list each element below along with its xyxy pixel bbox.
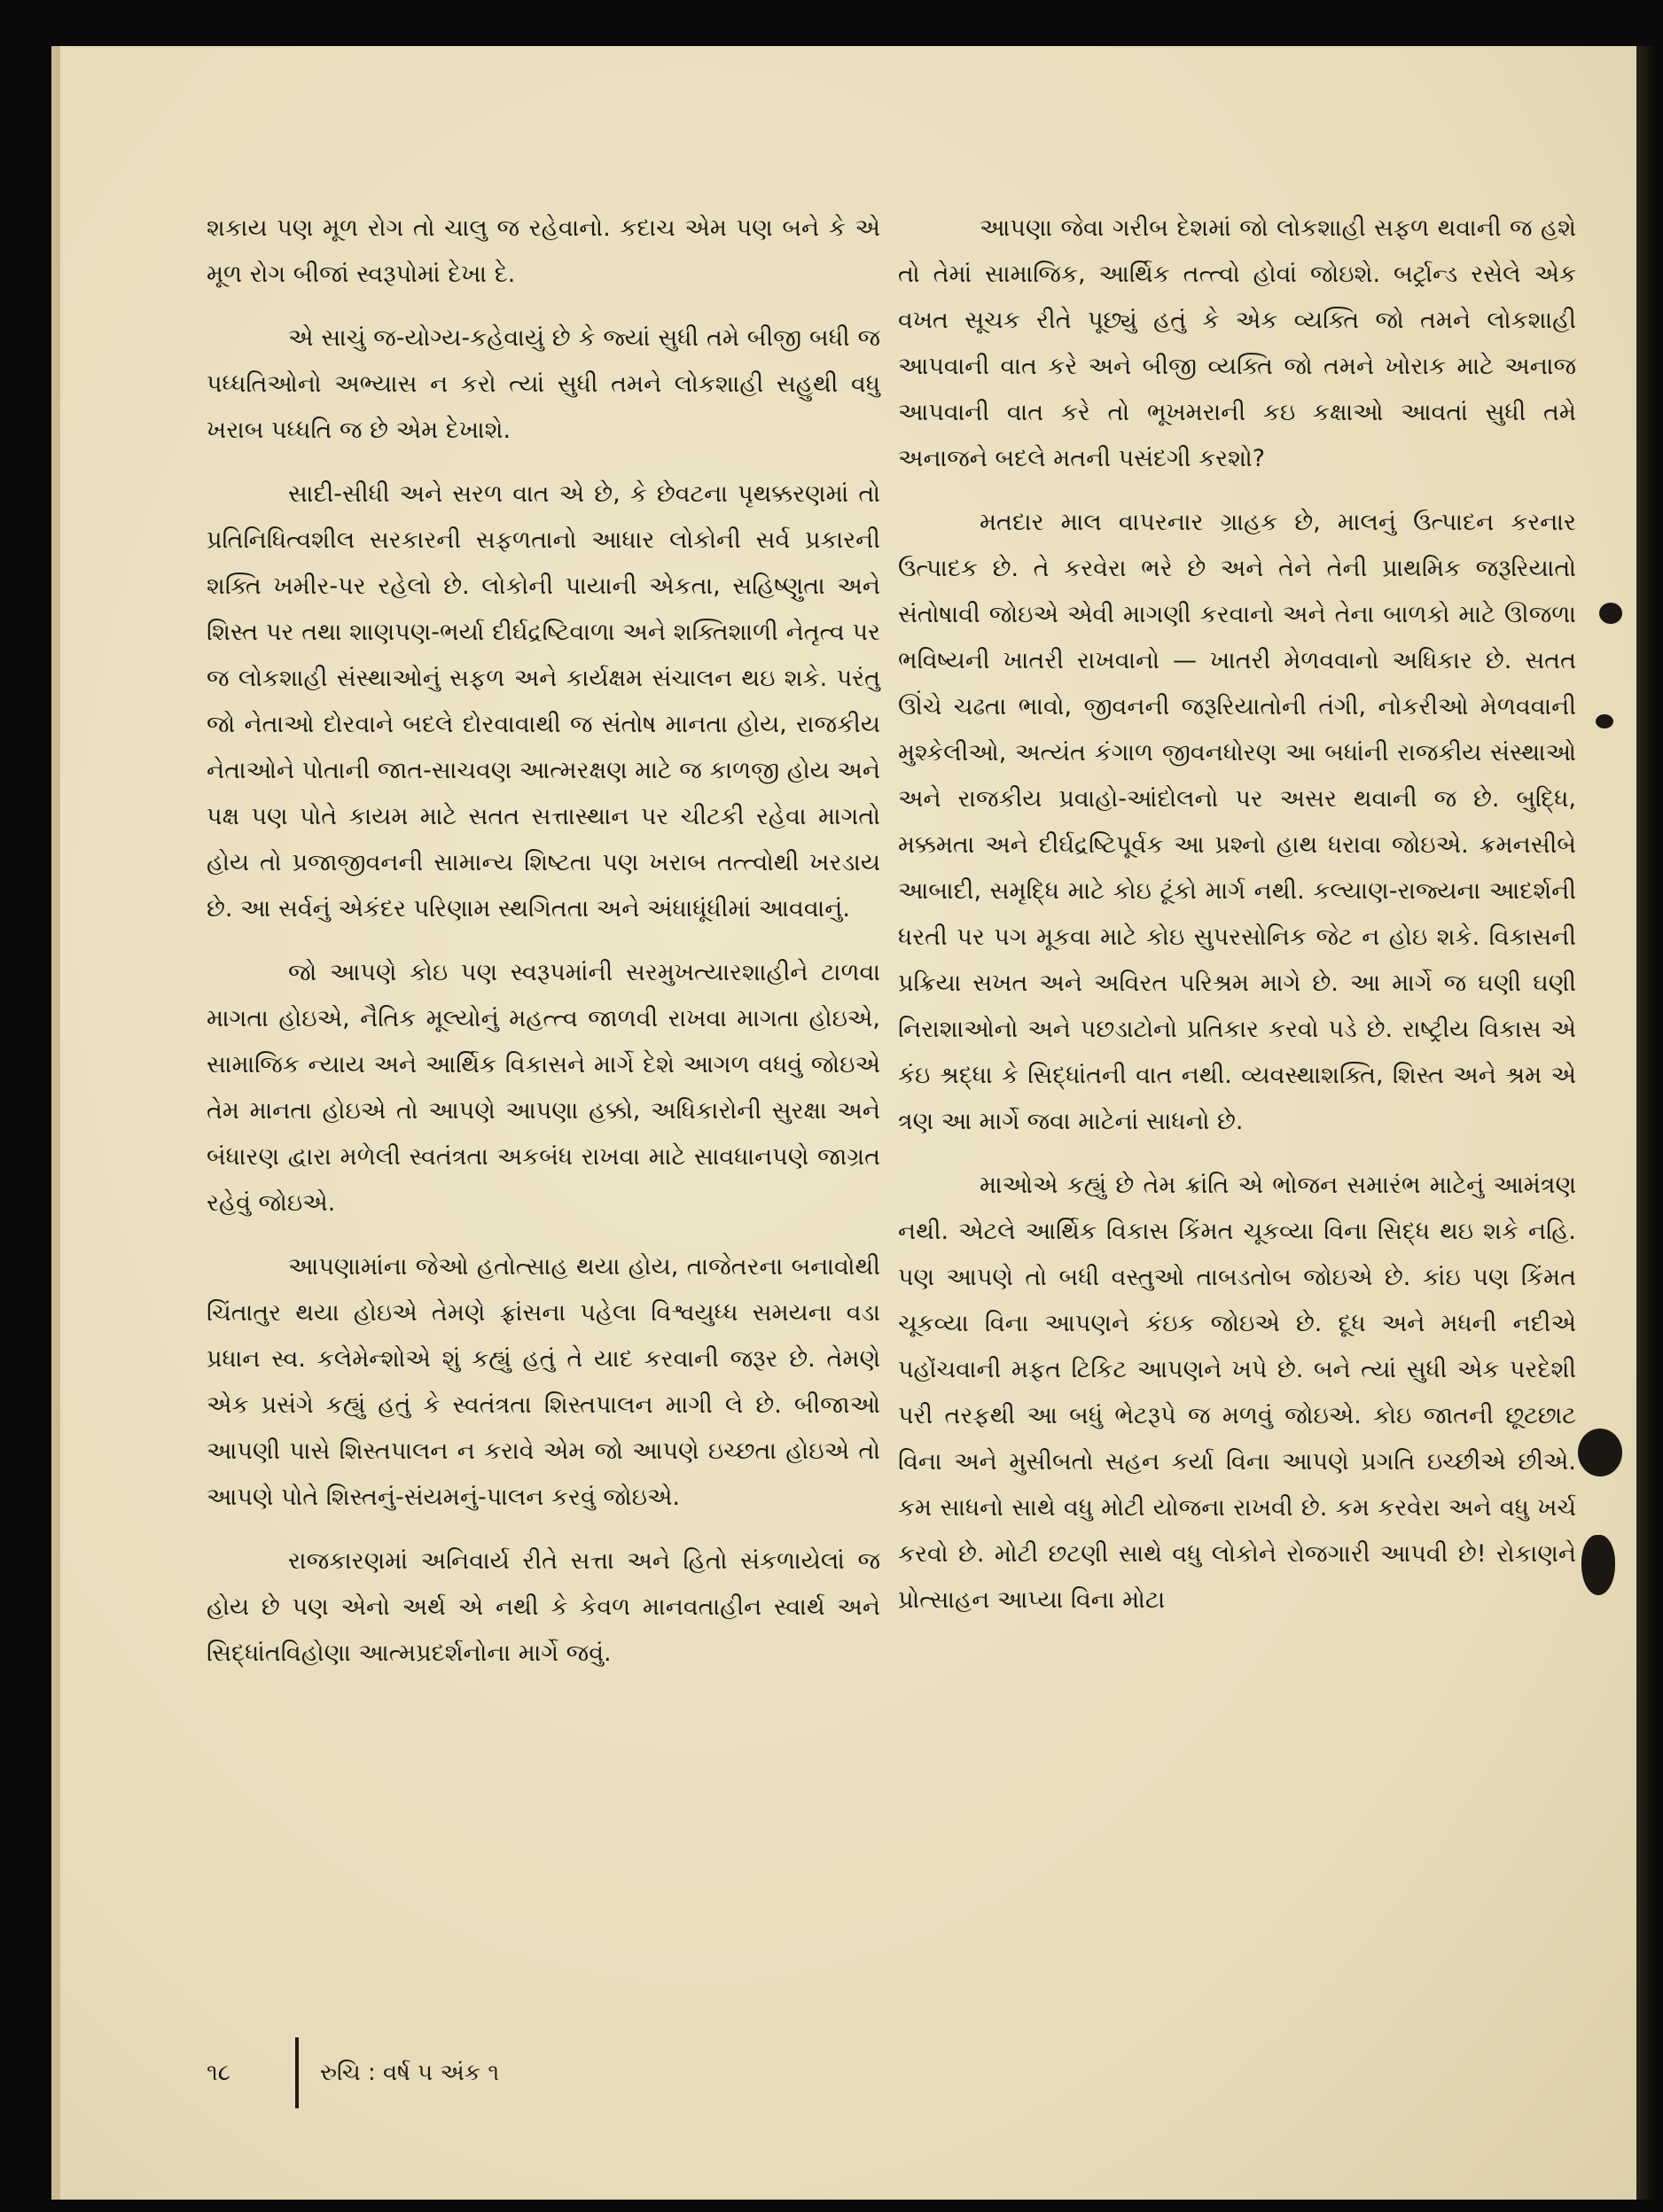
paragraph: આપણામાંના જેઓ હતોત્સાહ થયા હોય, તાજેતરના બનાવોથી ચિંતાતુર થયા હોઇએ તેમણે ફ્રાંસના પહેલા વિશ્વયુધ્ધ સમયના વડા પ્રધાન સ્વ. કલેમેન્શોએ શું કહ્યું હતું તે યાદ કરવાની જરૂર છે. તેમણે એક પ્રસંગે કહ્યું હતું કે સ્વતંત્રતા શિસ્તપાલન માગી લે છે. બીજાઓ આપણી પાસે શિસ્તપાલન ન કરાવે એમ જો આપણે ઇચ્છતા હોઇએ તો આપણે પોતે શિસ્તનું-સંયમનું-પાલન કરવું જોઇએ. — [207, 1253, 880, 1511]
paragraph: જો આપણે કોઇ પણ સ્વરૂપમાંની સરમુખત્યારશાહીને ટાળવા માગતા હોઇએ, નૈતિક મૂલ્યોનું મહત્ત્વ જાળવી રાખવા માગતા હોઇએ, સામાજિક ન્યાય અને આર્થિક વિકાસને માર્ગે દેશે આગળ વધવું જોઇએ તેમ માનતા હોઇએ તો આપણે આપણા હક્કો, અધિકારોની સુરક્ષા અને બંધારણ દ્વારા મળેલી સ્વતંત્રતા અકબંધ રાખવા માટે સાવધાનપણે જાગ્રત રહેવું જોઇએ. — [207, 959, 880, 1217]
paragraph: મતદાર માલ વાપરનાર ગ્રાહક છે, માલનું ઉત્પાદન કરનાર ઉત્પાદક છે. તે કરવેરા ભરે છે અને તેને તેની પ્રાથમિક જરૂરિયાતો સંતોષાવી જોઇએ એવી માગણી કરવાનો અને તેના બાળકો માટે ઊજળા ભવિષ્યની ખાતરી રાખવાનો — ખાતરી મેળવવાનો અધિકાર છે. સતત ઊંચે ચઢતા ભાવો, જીવનની જરૂરિયાતોની તંગી, નોકરીઓ મેળવવાની મુશ્કેલીઓ, અત્યંત કંગાળ જીવનધોરણ આ બધાંની રાજકીય સંસ્થાઓ અને રાજકીય પ્રવાહો-આંદોલનો પર અસર થવાની જ છે. બુદ્ધિ, મક્કમતા અને દીર્ઘદ્રષ્ટિપૂર્વક આ પ્રશ્નો હાથ ધરાવા જોઇએ. ક્રમનસીબે આબાદી, સમૃદ્ધિ માટે કોઇ ટૂંકો માર્ગ નથી. કલ્યાણ-રાજ્યના આદર્શની ધરતી પર પગ મૂકવા માટે કોઇ સુપરસોનિક જેટ ન હોઇ શકે. વિકાસની પ્રક્રિયા સખત અને અવિરત પરિશ્રમ માગે છે. આ માર્ગે જ ઘણી ઘણી નિરાશાઓનો અને પછડાટોનો પ્રતિકાર કરવો પડે છે. રાષ્ટ્રીય વિકાસ એ કંઇ શ્રદ્ધા કે સિદ્ધાંતની વાત નથી. વ્યવસ્થાશક્તિ, શિસ્ત અને શ્રમ એ ત્રણ આ માર્ગે જવા માટેનાં સાધનો છે. — [898, 509, 1576, 1135]
right-column — [898, 206, 1576, 1641]
book-spine-shadow — [1636, 46, 1654, 2200]
paragraph: રાજકારણમાં અનિવાર્ય રીતે સત્તા અને હિતો સંકળાયેલાં જ હોય છે પણ એનો અર્થ એ નથી કે કેવળ માનવતાહીન સ્વાર્થ અને સિદ્ધાંતવિહોણા આત્મપ્રદર્શનોના માર્ગે જવું. — [207, 1547, 880, 1667]
paragraph: શકાય પણ મૂળ રોગ તો ચાલુ જ રહેવાનો. કદાચ એમ પણ બને કે એ મૂળ રોગ બીજાં સ્વરૂપોમાં દેખા દે. — [207, 214, 880, 288]
footer-divider — [295, 2037, 299, 2108]
ink-stain — [1596, 714, 1613, 728]
paragraph: એ સાચું જ-યોગ્ય-કહેવાયું છે કે જ્યાં સુધી તમે બીજી બધી જ પધ્ધતિઓનો અભ્યાસ ન કરો ત્યાં સુધી તમને લોકશાહી સહુથી વધુ ખરાબ પધ્ધતિ જ છે એમ દેખાશે. — [207, 324, 880, 444]
paragraph: સાદી-સીધી અને સરળ વાત એ છે, કે છેવટના પૃથક્કરણમાં તો પ્રતિનિધિત્વશીલ સરકારની સફળતાનો આધાર લોકોની સર્વ પ્રકારની શક્તિ ખમીર-પર રહેલો છે. લોકોની પાયાની એકતા, સહિષ્ણુતા અને શિસ્ત પર તથા શાણપણ-ભર્યા દીર્ઘદ્રષ્ટિવાળા અને શક્તિશાળી નેતૃત્વ પર જ લોકશાહી સંસ્થાઓનું સફળ અને કાર્યક્ષમ સંચાલન થઇ શકે. પરંતુ જો નેતાઓ દોરવાને બદલે દોરવાવાથી જ સંતોષ માનતા હોય, રાજકીય નેતાઓને પોતાની જાત-સાચવણ આત્મરક્ષણ માટે જ કાળજી હોય અને પક્ષ પણ પોતે કાયમ માટે સતત સત્તાસ્થાન પર ચીટકી રહેવા માગતો હોય તો પ્રજાજીવનની સામાન્ય શિષ્ટતા પણ ખરાબ તત્ત્વોથી ખરડાય છે. આ સર્વનું એકંદર પરિણામ સ્થગિતતા અને અંધાધૂંધીમાં આવવાનું. — [207, 480, 880, 923]
magazine-page — [51, 46, 1647, 2200]
ink-stain — [1599, 603, 1622, 624]
page-number: ૧૮ — [207, 2059, 231, 2086]
magazine-issue: રુચિ : વર્ષ ૫ અંક ૧ — [320, 2059, 500, 2086]
ink-stain — [1581, 1535, 1615, 1595]
paragraph: માઓએ કહ્યું છે તેમ ક્રાંતિ એ ભોજન સમારંભ માટેનું આમંત્રણ નથી. એટલે આર્થિક વિકાસ કિંમત ચૂકવ્યા વિના સિદ્ધ થઇ શકે નહિ. પણ આપણે તો બધી વસ્તુઓ તાબડતોબ જોઇએ છે. કાંઇ પણ કિંમત ચૂકવ્યા વિના આપણને કંઇક જોઇએ છે. દૂધ અને મધની નદીએ પહોંચવાની મફત ટિકિટ આપણને ખપે છે. બને ત્યાં સુધી એક પરદેશી પરી તરફથી આ બધું ભેટરૂપે જ મળવું જોઇએ. કોઇ જાતની છૂટછાટ વિના અને મુસીબતો સહન કર્યા વિના આપણે પ્રગતિ ઇચ્છીએ છીએ. કમ સાધનો સાથે વધુ મોટી યોજના રાખવી છે. કમ કરવેરા અને વધુ ખર્ચ કરવો છે. મોટી છટણી સાથે વધુ લોકોને રોજગારી આપવી છે! રોકાણને પ્રોત્સાહન આપ્યા વિના મોટા — [898, 1172, 1576, 1614]
page-footer — [207, 2051, 499, 2095]
paragraph: આપણા જેવા ગરીબ દેશમાં જો લોકશાહી સફળ થવાની જ હશે તો તેમાં સામાજિક, આર્થિક તત્ત્વો હોવાં જોઇશે. બર્ટ્રાન્ડ રસેલે એક વખત સૂચક રીતે પૂછ્યું હતું કે એક વ્યક્તિ જો તમને લોકશાહી આપવાની વાત કરે અને બીજી વ્યક્તિ જો તમને ખોરાક માટે અનાજ આપવાની વાત કરે તો ભૂખમરાની કઇ કક્ષાઓ આવતાં સુધી તમે અનાજને બદલે મતની પસંદગી કરશો? — [898, 214, 1576, 472]
left-column — [207, 206, 880, 1694]
ink-stain — [1578, 1429, 1622, 1476]
